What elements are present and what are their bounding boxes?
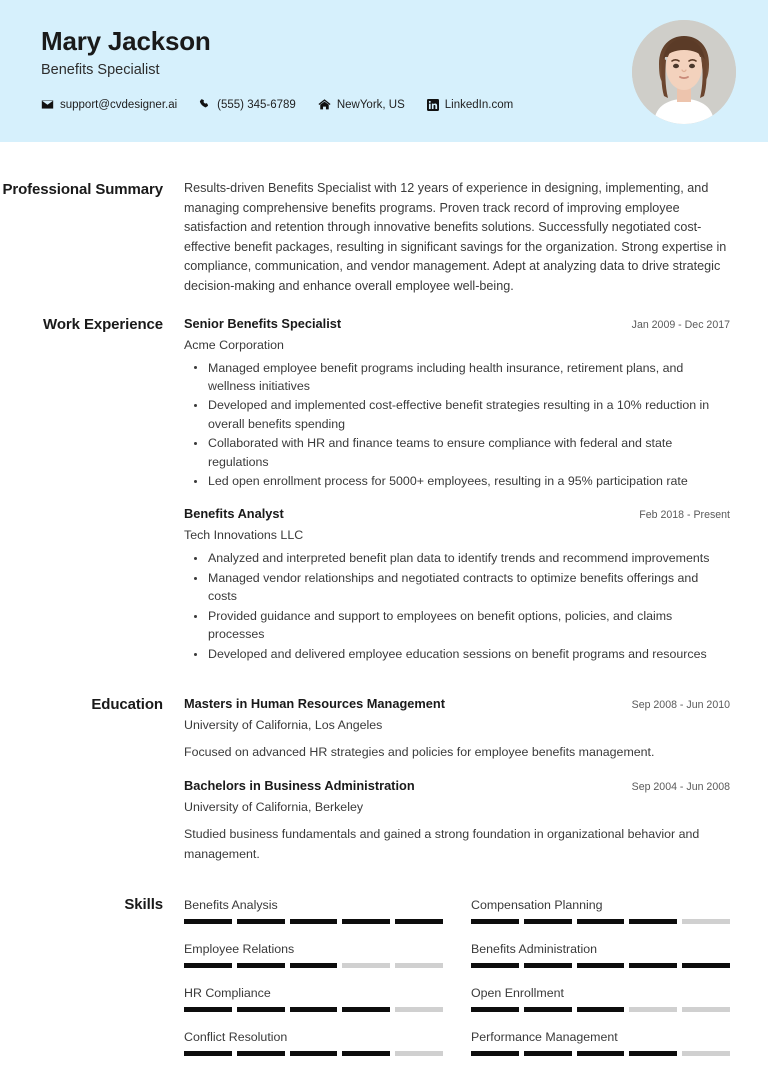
section-education xyxy=(0,694,730,865)
skill-level-bar xyxy=(184,1007,443,1012)
bullet-item: Collaborated with HR and finance teams to ensure compliance with federal and state regulations xyxy=(206,434,730,470)
experience-org: Tech Innovations LLC xyxy=(184,528,304,543)
skill-level-segment xyxy=(524,919,572,924)
contact-linkedin-label: LinkedIn.com xyxy=(444,98,514,111)
section-label-education: Education xyxy=(91,695,163,713)
skill-item xyxy=(471,1026,730,1070)
skill-level-segment xyxy=(237,1007,285,1012)
skill-name: Conflict Resolution xyxy=(184,1030,288,1045)
skill-level-segment xyxy=(629,919,677,924)
education-degree: Masters in Human Resources Management xyxy=(184,695,445,711)
education-school: University of California, Berkeley xyxy=(184,800,364,815)
resume-body xyxy=(0,179,768,1070)
contact-location-label: NewYork, US xyxy=(336,98,405,111)
skill-level-bar xyxy=(184,1051,443,1056)
experience-date: Feb 2018 - Present xyxy=(639,509,730,522)
skill-level-segment xyxy=(342,963,390,968)
education-degree: Bachelors in Business Administration xyxy=(184,778,415,794)
phone-icon xyxy=(199,98,211,111)
skill-level-segment xyxy=(471,1051,519,1056)
avatar xyxy=(632,20,736,124)
education-date: Sep 2004 - Jun 2008 xyxy=(631,781,730,794)
skill-level-bar xyxy=(471,1007,730,1012)
skill-level-segment xyxy=(237,919,285,924)
skill-item xyxy=(471,938,730,982)
contact-email[interactable] xyxy=(41,98,177,111)
skill-name: HR Compliance xyxy=(184,986,271,1001)
skill-level-bar xyxy=(184,919,443,924)
education-date: Sep 2008 - Jun 2010 xyxy=(631,698,730,711)
education-entry xyxy=(184,694,730,763)
skill-item xyxy=(471,982,730,1026)
section-label-experience: Work Experience xyxy=(43,315,163,333)
bullet-item: Developed and delivered employee education sessions on benefit programs and resources xyxy=(206,645,730,663)
skill-level-segment xyxy=(184,1051,232,1056)
experience-entry-head xyxy=(184,314,730,335)
contact-phone-label: (555) 345-6789 xyxy=(217,98,296,111)
skill-item xyxy=(184,982,443,1026)
experience-entry-head xyxy=(184,504,730,525)
skill-level-segment xyxy=(342,919,390,924)
contact-email-label: support@cvdesigner.ai xyxy=(60,98,178,111)
skill-name: Employee Relations xyxy=(184,942,295,957)
skill-level-segment xyxy=(629,1007,677,1012)
education-entry-head xyxy=(184,694,730,715)
contact-phone[interactable] xyxy=(199,98,296,111)
experience-body xyxy=(163,314,730,665)
contact-linkedin[interactable] xyxy=(427,99,513,111)
skill-name: Performance Management xyxy=(471,1030,618,1045)
education-description: Focused on advanced HR strategies and policies for employee benefits management. xyxy=(184,744,655,759)
skill-item xyxy=(184,1026,443,1070)
education-school: University of California, Los Angeles xyxy=(184,717,383,732)
skill-level-segment xyxy=(184,963,232,968)
envelope-icon xyxy=(41,98,54,111)
skill-level-segment xyxy=(682,919,730,924)
avatar-photo xyxy=(632,20,736,124)
skill-level-bar xyxy=(471,963,730,968)
skill-level-segment xyxy=(471,919,519,924)
skill-level-segment xyxy=(184,919,232,924)
skills-body xyxy=(163,894,730,1070)
section-work-experience xyxy=(0,314,730,665)
skill-level-segment xyxy=(629,963,677,968)
skill-level-segment xyxy=(237,1051,285,1056)
skill-level-bar xyxy=(471,919,730,924)
experience-role: Benefits Analyst xyxy=(184,506,284,522)
bullet-item: Led open enrollment process for 5000+ employees, resulting in a 95% participation rate xyxy=(206,472,730,490)
experience-entry xyxy=(184,314,730,491)
skill-level-segment xyxy=(471,1007,519,1012)
bullet-item: Managed vendor relationships and negotiated contracts to optimize benefits offerings and costs xyxy=(206,569,730,605)
skill-level-segment xyxy=(524,1007,572,1012)
skill-level-segment xyxy=(395,1051,443,1056)
experience-bullets xyxy=(184,549,730,663)
experience-date: Jan 2009 - Dec 2017 xyxy=(631,318,730,331)
skill-level-segment xyxy=(682,963,730,968)
experience-entry xyxy=(184,504,730,663)
skill-level-segment xyxy=(184,1007,232,1012)
skill-level-segment xyxy=(395,963,443,968)
skill-item xyxy=(184,938,443,982)
education-entry-head xyxy=(184,776,730,797)
section-skills xyxy=(0,894,730,1070)
contact-location[interactable] xyxy=(318,98,405,111)
section-professional-summary xyxy=(0,179,730,297)
skill-level-segment xyxy=(524,963,572,968)
home-icon xyxy=(318,98,331,111)
skill-name: Open Enrollment xyxy=(471,986,564,1001)
skill-name: Benefits Analysis xyxy=(184,898,278,913)
skill-name: Benefits Administration xyxy=(471,942,598,957)
education-description: Studied business fundamentals and gained a strong foundation in organizational behavior and management. xyxy=(184,827,700,861)
education-entry xyxy=(184,776,730,864)
section-label-skills: Skills xyxy=(124,896,163,914)
candidate-job-title: Benefits Specialist xyxy=(41,62,160,78)
skill-level-segment xyxy=(471,963,519,968)
bullet-item: Provided guidance and support to employees on benefit options, policies, and claims processes xyxy=(206,607,730,643)
skill-name: Compensation Planning xyxy=(471,898,603,913)
candidate-name: Mary Jackson xyxy=(41,26,211,56)
skill-level-segment xyxy=(524,1051,572,1056)
skill-item xyxy=(471,894,730,938)
skill-level-segment xyxy=(290,1007,338,1012)
experience-role: Senior Benefits Specialist xyxy=(184,315,342,331)
resume-header xyxy=(0,0,768,142)
education-body xyxy=(163,694,730,865)
skill-level-segment xyxy=(682,1051,730,1056)
bullet-item: Developed and implemented cost-effective benefit strategies resulting in a 10% reduction in overall benefits spending xyxy=(206,396,730,432)
experience-org: Acme Corporation xyxy=(184,337,284,352)
summary-text: Results-driven Benefits Specialist with 12 years of experience in designing, implementing, and managing comprehensive benefits programs. Proven track record of improving employee satisfaction and retention through innovative benefits solutions. Successfully negotiated cost-effective benefit packages, resulting in significant savings for the organization. Strong expertise in compliance, communication, and vendor management. Adept at analyzing data to drive strategic decision-making and enhance overall employee well-being. xyxy=(184,181,727,293)
skill-item xyxy=(184,894,443,938)
skill-level-segment xyxy=(342,1007,390,1012)
contact-row xyxy=(41,98,732,111)
skill-level-segment xyxy=(237,963,285,968)
skill-level-bar xyxy=(471,1051,730,1056)
skill-level-segment xyxy=(395,919,443,924)
skill-level-segment xyxy=(577,963,625,968)
skills-grid xyxy=(184,894,730,1070)
skill-level-segment xyxy=(577,1007,625,1012)
linkedin-icon xyxy=(427,99,439,111)
skill-level-segment xyxy=(577,1051,625,1056)
skill-level-segment xyxy=(395,1007,443,1012)
skill-level-segment xyxy=(290,919,338,924)
summary-body xyxy=(163,179,730,297)
bullet-item: Analyzed and interpreted benefit plan data to identify trends and recommend improvements xyxy=(206,549,730,567)
skill-level-bar xyxy=(184,963,443,968)
skill-level-segment xyxy=(290,963,338,968)
section-label-summary: Professional Summary xyxy=(2,181,163,198)
skill-level-segment xyxy=(577,919,625,924)
bullet-item: Managed employee benefit programs including health insurance, retirement plans, and wellness initiatives xyxy=(206,359,730,395)
skill-level-segment xyxy=(682,1007,730,1012)
skill-level-segment xyxy=(342,1051,390,1056)
experience-bullets xyxy=(184,359,730,491)
skill-level-segment xyxy=(290,1051,338,1056)
skill-level-segment xyxy=(629,1051,677,1056)
